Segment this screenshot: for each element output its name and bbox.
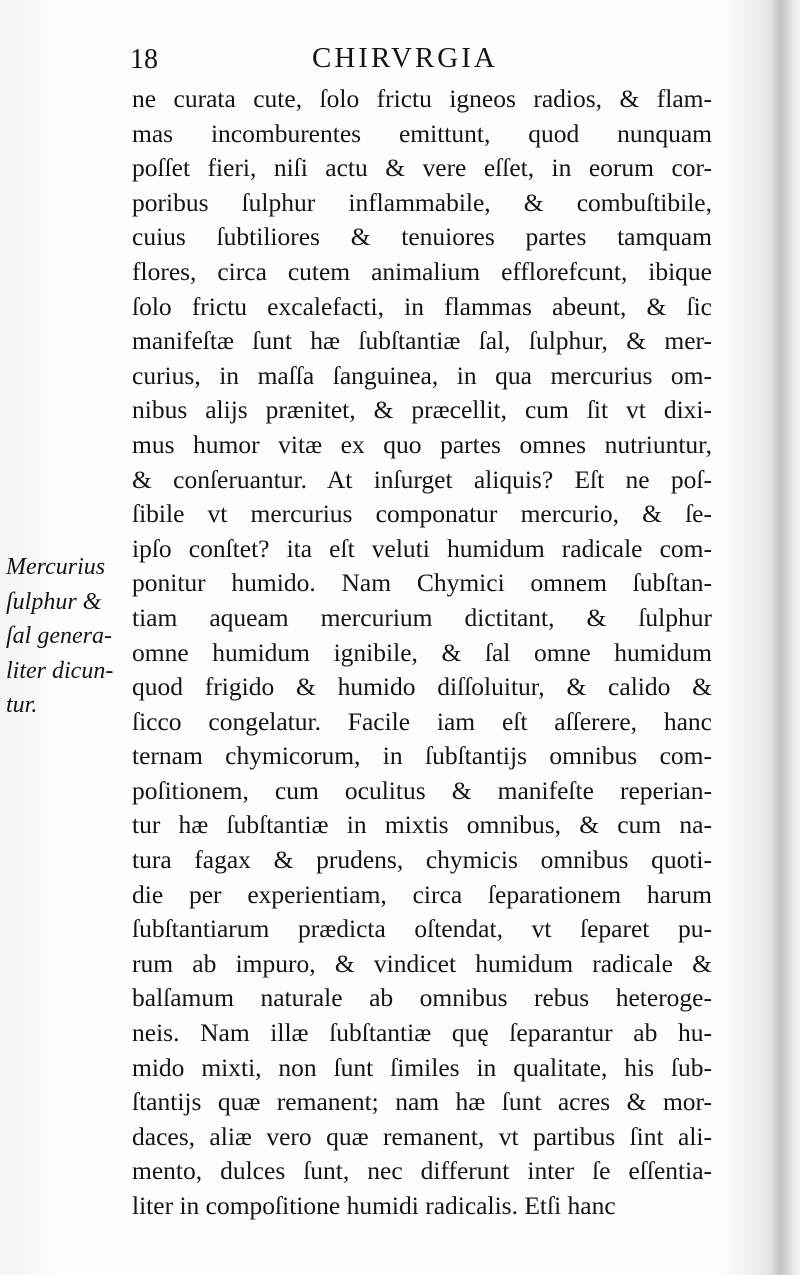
- text-line: poſitionem, cum oculitus & manifeſte reperian-: [132, 775, 712, 805]
- marginal-note: [6, 550, 128, 723]
- text-line: ponitur humido. Nam Chymici omnem ſubſtan-: [132, 568, 712, 598]
- text-line: ſubſtantiarum prædicta oſtendat, vt ſeparet pu-: [132, 914, 712, 944]
- text-line: ſibile vt mercurius componatur mercurio, & ſe-: [132, 499, 712, 529]
- page-number: 18: [130, 44, 158, 75]
- text-line: omne humidum ignibile, & ſal omne humidum: [132, 637, 712, 667]
- marginal-note-line: Mercurius: [6, 554, 106, 580]
- text-line: ipſo conſtet? ita eſt veluti humidum radicale com-: [132, 533, 712, 563]
- text-line: ſtantijs quæ remanent; nam hæ ſunt acres & mor-: [132, 1087, 712, 1117]
- text-line: poſſet fieri, niſi actu & vere eſſet, in eorum cor-: [132, 153, 712, 183]
- text-line: curius, in maſſa ſanguinea, in qua mercurius om-: [132, 360, 712, 390]
- marginal-note-line: ſulphur &: [6, 588, 102, 615]
- text-line: ſicco congelatur. Facile iam eſt aſſerere, hanc: [132, 706, 712, 736]
- marginal-note-line: liter dicun-: [6, 657, 114, 684]
- text-line: die per experientiam, circa ſeparationem harum: [132, 879, 712, 909]
- text-line: nibus alijs prænitet, & præcellit, cum ſit vt dixi-: [132, 395, 712, 425]
- text-line: tur hæ ſubſtantiæ in mixtis omnibus, & cum na-: [132, 810, 712, 840]
- text-line: poribus ſulphur inflammabile, & combuſtibile,: [132, 187, 712, 217]
- page-header: [0, 38, 800, 78]
- text-line: rum ab impuro, & vindicet humidum radicale &: [132, 948, 712, 978]
- text-line: tiam aqueam mercurium dictitant, & ſulphur: [132, 602, 712, 632]
- text-line: mido mixti, non ſunt ſimiles in qualitate, his ſub-: [132, 1052, 712, 1082]
- text-line: & conſeruantur. At inſurget aliquis? Eſt ne poſ-: [132, 464, 712, 494]
- running-title: CHIRVRGIA: [312, 42, 498, 74]
- page-gutter-shadow: [770, 0, 792, 1275]
- text-line: quod frigido & humido diſſoluitur, & calido &: [132, 672, 712, 702]
- text-line: cuius ſubtiliores & tenuiores partes tamquam: [132, 222, 712, 252]
- text-line: balſamum naturale ab omnibus rebus heteroge-: [132, 983, 712, 1013]
- marginal-note-line: ſal genera-: [6, 623, 112, 650]
- text-line: tura fagax & prudens, chymicis omnibus quoti-: [132, 845, 712, 875]
- text-line: liter in compoſitione humidi radicalis. Etſi hanc: [132, 1191, 616, 1220]
- text-line: flores, circa cutem animalium efflorefcunt, ibique: [132, 256, 712, 286]
- text-line: manifeſtæ ſunt hæ ſubſtantiæ ſal, ſulphur, & mer-: [132, 326, 712, 356]
- marginal-note-line: tur.: [6, 692, 38, 719]
- text-line: ne curata cute, ſolo frictu igneos radios, & flam-: [132, 84, 712, 113]
- text-line: mento, dulces ſunt, nec differunt inter ſe eſſentia-: [132, 1156, 712, 1186]
- body-text: [132, 82, 712, 1224]
- text-line: neis. Nam illæ ſubſtantiæ quę ſeparantur ab hu-: [132, 1018, 712, 1048]
- text-line: ſolo frictu excalefacti, in flammas abeunt, & ſic: [132, 291, 712, 321]
- text-line: ternam chymicorum, in ſubſtantijs omnibus com-: [132, 741, 712, 771]
- text-line: mas incomburentes emittunt, quod nunquam: [132, 118, 712, 148]
- text-line: daces, aliæ vero quæ remanent, vt partibus ſint ali-: [132, 1121, 712, 1151]
- text-line: mus humor vitæ ex quo partes omnes nutriuntur,: [132, 429, 712, 459]
